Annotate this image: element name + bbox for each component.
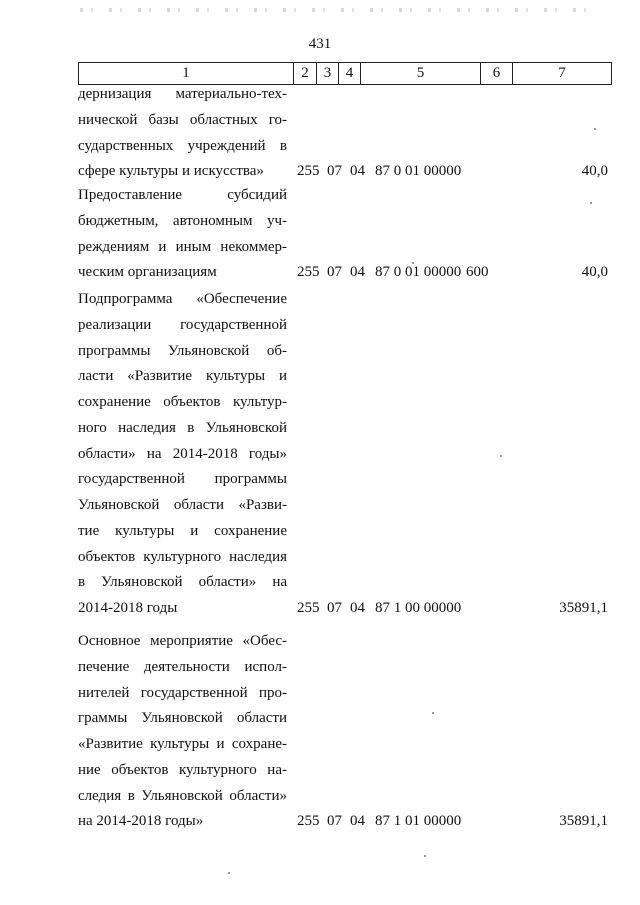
code-column-3: 07	[327, 600, 342, 616]
row-description-line: ного наследия в Ульяновской	[78, 419, 287, 436]
code-column-4: 04	[350, 264, 365, 281]
scan-speck	[412, 262, 414, 264]
row-description-line: следия в Ульяновской области»	[78, 787, 287, 804]
code-column-3: 07	[327, 813, 342, 830]
column-header-1: 1	[79, 63, 294, 85]
code-column-5: 87 1 00 00000	[375, 600, 462, 616]
code-column-4: 04	[350, 813, 365, 830]
column-header-6: 6	[481, 63, 513, 85]
row-description-line: реждениям и иным некоммер-	[78, 238, 287, 255]
code-column-3: 07	[327, 163, 342, 180]
row-description-line: реализации государственной	[78, 316, 287, 333]
amount-value: 35891,1	[559, 600, 608, 616]
row-description-line: нителей государственной про-	[78, 684, 287, 701]
scan-speck	[500, 455, 502, 457]
row-description-line: на 2014-2018 годы»	[78, 813, 204, 830]
row-description-line: в Ульяновской области» на	[78, 574, 287, 591]
row-description-line: сохранение объектов культур-	[78, 394, 287, 410]
column-header-4: 4	[339, 63, 361, 85]
row-description-line: печение деятельности испол-	[78, 658, 287, 675]
row-description-line: тие культуры и сохранение	[78, 522, 287, 539]
code-column-4: 04	[350, 600, 365, 616]
page-number: 431	[308, 36, 332, 52]
column-header-7: 7	[513, 63, 612, 85]
row-description-line: сударственных учреждений в	[78, 137, 287, 154]
amount-value: 40,0	[581, 264, 608, 281]
amount-value: 35891,1	[559, 813, 608, 830]
code-column-2: 255	[297, 600, 320, 616]
scan-speck	[594, 128, 596, 130]
code-column-4: 04	[350, 163, 365, 180]
scan-speck	[590, 202, 592, 204]
row-description-line: Подпрограмма «Обеспечение	[78, 291, 287, 307]
code-column-2: 255	[297, 813, 320, 830]
row-description-line: программы Ульяновской об-	[78, 342, 287, 359]
scan-noise	[80, 8, 600, 12]
row-description-line: Основное мероприятие «Обес-	[78, 633, 287, 649]
row-description-line: ческим организациям	[78, 264, 217, 281]
row-description-line: бюджетным, автономным уч-	[78, 212, 287, 229]
row-description-line: объектов культурного наследия	[78, 548, 287, 565]
code-column-6: 600	[466, 264, 489, 281]
scan-speck	[432, 712, 434, 714]
row-description-line: сфере культуры и искусства»	[78, 163, 264, 180]
row-description-line: «Развитие культуры и сохране-	[78, 736, 287, 752]
code-column-5: 87 1 01 00000	[375, 813, 462, 830]
code-column-2: 255	[297, 264, 320, 281]
scan-speck	[424, 855, 426, 857]
row-description-line: ласти «Развитие культуры и	[78, 368, 287, 385]
column-header-3: 3	[317, 63, 339, 85]
row-description-line: граммы Ульяновской области	[78, 710, 287, 727]
code-column-3: 07	[327, 264, 342, 281]
column-header-5: 5	[361, 63, 481, 85]
row-description-line: ние объектов культурного на-	[78, 761, 287, 778]
row-description-line: Ульяновской области «Разви-	[78, 497, 287, 513]
column-header-table	[78, 62, 612, 85]
row-description-line: нической базы областных го-	[78, 111, 287, 128]
code-column-5: 87 0 01 00000	[375, 264, 462, 281]
scan-speck	[228, 872, 230, 874]
row-description-line: Предоставление субсидий	[78, 187, 287, 203]
column-header-row	[79, 63, 612, 85]
row-description-line: государственной программы	[78, 471, 287, 488]
code-column-2: 255	[297, 163, 320, 180]
code-column-5: 87 0 01 00000	[375, 163, 462, 180]
column-header-2: 2	[294, 63, 317, 85]
amount-value: 40,0	[581, 163, 608, 180]
row-description-line: 2014-2018 годы	[78, 600, 178, 616]
row-description-line: дернизация материально-тех-	[78, 86, 287, 102]
row-description-line: области» на 2014-2018 годы»	[78, 445, 287, 462]
